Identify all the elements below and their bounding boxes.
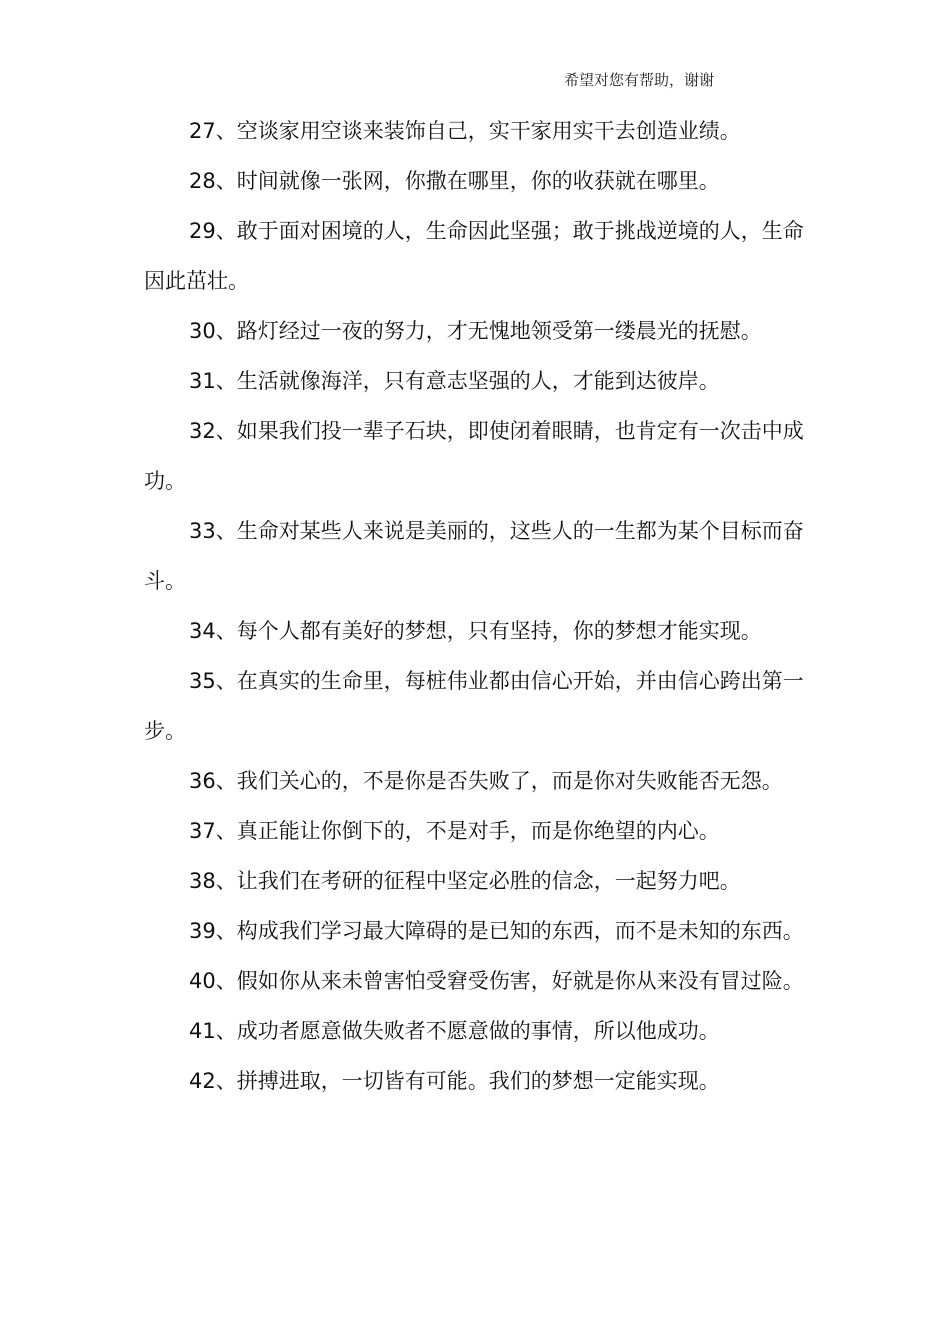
quote-paragraph: 30、路灯经过一夜的努力，才无愧地领受第一缕晨光的抚慰。 (189, 319, 762, 343)
quote-paragraph: 28、时间就像一张网，你撒在哪里，你的收获就在哪里。 (189, 169, 720, 193)
quote-paragraph: 33、生命对某些人来说是美丽的，这些人的一生都为某个目标而奋斗。 (144, 519, 804, 593)
quote-paragraph: 29、敢于面对困境的人，生命因此坚强；敢于挑战逆境的人，生命因此茁壮。 (144, 219, 804, 293)
quote-paragraph: 36、我们关心的，不是你是否失败了，而是你对失败能否无怨。 (189, 769, 783, 793)
quote-paragraph: 40、假如你从来未曾害怕受窘受伤害，好就是你从来没有冒过险。 (189, 969, 804, 993)
quote-paragraph: 39、构成我们学习最大障碍的是已知的东西，而不是未知的东西。 (189, 919, 804, 943)
quote-paragraph: 42、拼搏进取，一切皆有可能。我们的梦想一定能实现。 (189, 1069, 720, 1093)
quote-paragraph: 41、成功者愿意做失败者不愿意做的事情，所以他成功。 (189, 1019, 720, 1043)
quote-paragraph: 37、真正能让你倒下的，不是对手，而是你绝望的内心。 (189, 819, 720, 843)
quote-paragraph: 32、如果我们投一辈子石块，即使闭着眼睛，也肯定有一次击中成功。 (144, 419, 804, 493)
quote-paragraph: 35、在真实的生命里，每桩伟业都由信心开始，并由信心跨出第一步。 (144, 669, 804, 743)
header-note: 希望对您有帮助，谢谢 (564, 71, 715, 89)
quote-paragraph: 27、空谈家用空谈来装饰自己，实干家用实干去创造业绩。 (189, 119, 741, 143)
quote-paragraph: 38、让我们在考研的征程中坚定必胜的信念，一起努力吧。 (189, 869, 741, 893)
quote-paragraph: 34、每个人都有美好的梦想，只有坚持，你的梦想才能实现。 (189, 619, 762, 643)
quote-paragraph: 31、生活就像海洋，只有意志坚强的人，才能到达彼岸。 (189, 369, 720, 393)
quote-list (144, 106, 810, 1106)
